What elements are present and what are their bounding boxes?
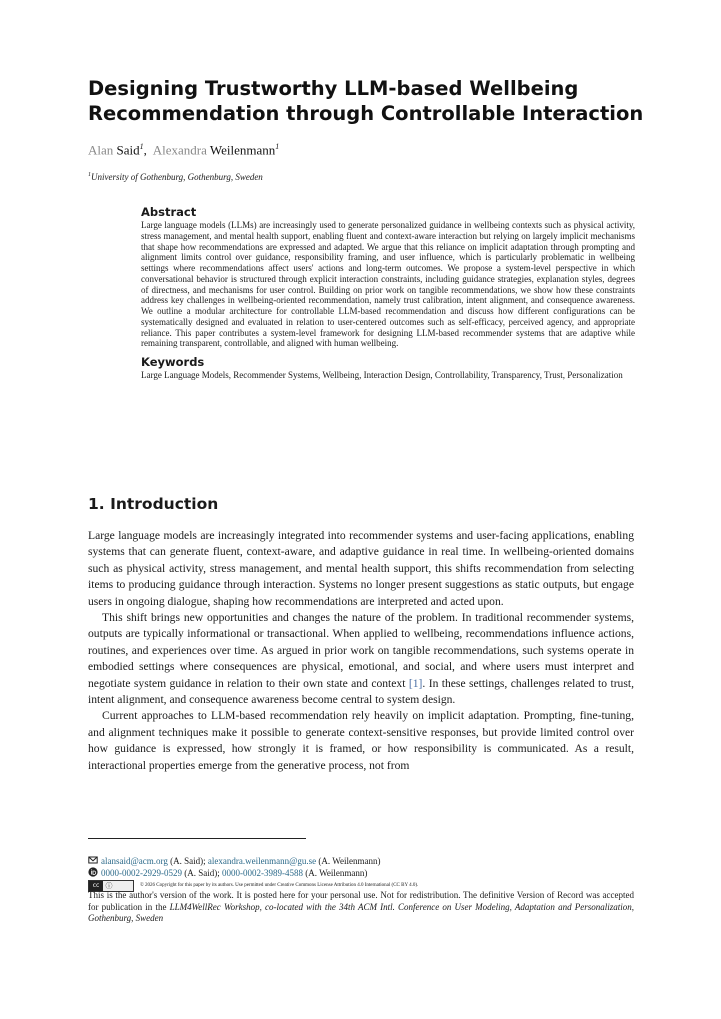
footnote-divider [88, 838, 306, 839]
venue-text: LLM4WellRec Workshop, co-located with the 34th ACM Intl. Conference on User Modeling, Adaptation and Personalization, Gothenburg, Sweden [88, 901, 634, 923]
paper-title: Designing Trustworthy LLM-based Wellbeing Recommendation through Controllable Interaction [88, 77, 644, 125]
orcid-owner: (A. Said); [182, 868, 222, 878]
author-given-name: Alan [88, 142, 114, 158]
section-heading-introduction: 1. Introduction [88, 495, 219, 513]
abstract-section [141, 205, 635, 381]
orcid-footnote [88, 867, 367, 879]
cc-by-badge-icon[interactable]: cc ⓘ [88, 880, 134, 892]
orcid-link[interactable]: 0000-0002-2929-0529 [101, 868, 182, 878]
author-family-name: Said [116, 142, 140, 158]
affiliation-text: University of Gothenburg, Gothenburg, Sweden [91, 172, 263, 182]
paragraph-text: This shift brings new opportunities and changes the nature of the problem. In traditional recommender systems, outputs are typically informational or transactional. When applied to wellbeing, recommendations influence actions, routines, and experiences over time. As argued in prior work on tangible recommendations, such systems operate in embodied settings where consequences are physical, emotional, and social, and where users must interpret and negotiate system guidance in relation to their own state and context [88, 611, 634, 690]
author-list: Alan Said$^1$, Alexandra Weilenmann$^1$ [88, 142, 280, 158]
version-note-text: This is the author's version of the work. It is posted here for your personal use. Not for redistribution. The definitive Version of Record was accepted for publication in the [88, 890, 634, 912]
email-link[interactable]: alexandra.weilenmann@gu.se [207, 856, 317, 866]
email-footnote [88, 855, 380, 867]
keywords-text: Large Language Models, Recommender Systems, Wellbeing, Interaction Design, Controllability, Transparency, Trust, Personalization [141, 370, 623, 380]
affiliation [88, 169, 263, 183]
introduction-body [88, 528, 634, 774]
orcid-icon [88, 867, 98, 877]
abstract-text: Large language models (LLMs) are increasingly used to generate personalized guidance in wellbeing contexts such as physical activity, stress management, and mental health support, enabling fluent and context-aware interaction but relying on largely implicit mechanisms that shape how recommendations are expressed and adapted. We argue that this reliance on implicit adaptation through prompting and alignment limits control over guidance, responsibility framing, and user influence, which is particularly problematic in wellbeing settings where recommendations affect users' actions and long-term outcomes. We propose a system-level perspective in which conversational behavior is structured through explicit interaction constraints, including guidance strategies, explanation styles, degrees of directness, and mechanisms for user control. Building on prior work on tangible recommendations, we show how these constraints address key challenges in wellbeing-oriented recommendation, namely trust calibration, intent alignment, and consequence awareness. We outline a modular architecture for controllable LLM-based recommendation and discuss how different configurations can be systematically designed and evaluated in relation to user-centered outcomes such as self-efficacy, perceived agency, and appropriate reliance. This paper contributes a system-level framework for designing LLM-based recommender systems that are adaptive while remaining transparent, controllable, and aligned with human wellbeing. [141, 220, 635, 349]
author-affil-mark: 1 [275, 142, 280, 151]
paragraph-text: . In these settings, challenges related to trust, intent alignment, and consequence awareness become central to system design. [88, 676, 634, 707]
keywords-heading: Keywords [141, 355, 205, 369]
author-affil-mark: 1 [139, 142, 144, 151]
author-given-name: Alexandra [152, 142, 207, 158]
affiliation-mark: 1 [88, 172, 91, 178]
email-owner: (A. Weilenmann) [316, 856, 381, 866]
email-owner: (A. Said); [167, 856, 208, 866]
paragraph: Large language models are increasingly integrated into recommender systems and user-facing applications, enabling systems that can generate fluent, context-aware, and adaptive guidance in real time. In wellbeing-oriented domains such as physical activity, stress management, and mental health support, this shifts recommendation from selecting items to producing guidance through interaction. Systems no longer present suggestions as static outputs, but engage users in ongoing dialogue, shaping how recommendations are interpreted and acted upon. [88, 529, 634, 608]
envelope-icon [88, 855, 98, 865]
orcid-owner: (A. Weilenmann) [303, 868, 368, 878]
citation-link[interactable]: [1] [408, 676, 423, 690]
orcid-link[interactable]: 0000-0002-3989-4588 [222, 868, 303, 878]
copyright-text: © 2026 Copyright for this paper by its authors. Use permitted under Creative Commons License Attribution 4.0 International (CC BY 4.0). [140, 883, 419, 888]
author-family-name: Weilenmann [209, 142, 276, 158]
email-link[interactable]: alansaid@acm.org [101, 856, 168, 866]
version-note [88, 890, 634, 925]
abstract-heading: Abstract [141, 205, 197, 219]
paragraph [88, 610, 634, 708]
paragraph: Current approaches to LLM-based recommendation rely heavily on implicit adaptation. Prompting, fine-tuning, and alignment techniques make it possible to generate context-sensitive responses, but provide limited control over how guidance is expressed, how strongly it is framed, or how responsibility is communicated. As a result, interactional properties emerge from the generative process, not from [88, 709, 634, 772]
